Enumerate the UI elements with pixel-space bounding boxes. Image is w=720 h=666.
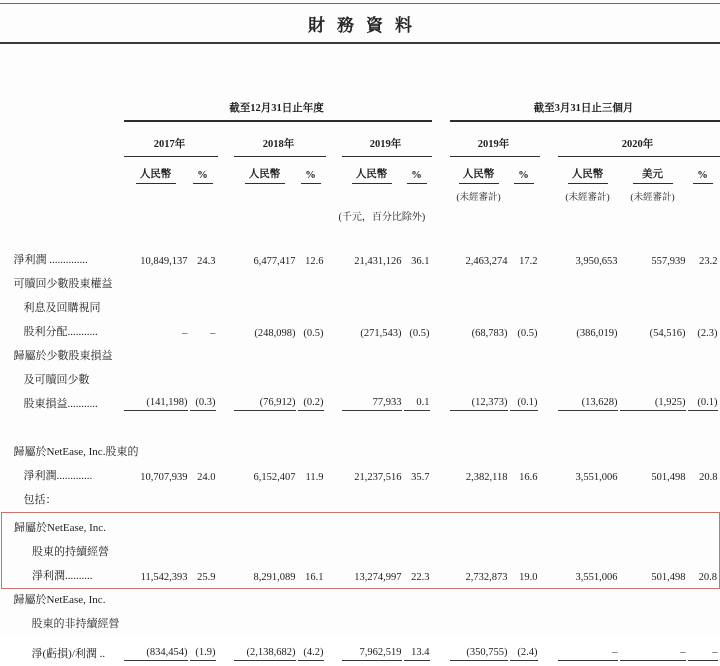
currency-header-label: % <box>693 170 713 184</box>
unaudited-note: (未經審計) <box>456 193 501 203</box>
currency-header-label: % <box>193 170 213 184</box>
cell-value: 8,291,089 <box>234 564 298 588</box>
cell-value <box>234 392 298 416</box>
column-gap <box>540 392 558 416</box>
cell-value: 12.6 <box>305 256 324 267</box>
year-header: 2019年 <box>450 121 540 157</box>
percent-header <box>688 157 720 188</box>
cell-value <box>450 636 510 666</box>
table-row <box>2 272 720 296</box>
cell-value <box>342 636 404 666</box>
column-gap <box>326 636 342 666</box>
column-gap <box>540 248 558 272</box>
currency-header <box>620 157 688 188</box>
cell-value <box>510 636 540 666</box>
cell-value: (386,019) <box>576 328 618 339</box>
currency-header <box>124 157 190 188</box>
cell-value: 3,551,006 <box>575 472 618 483</box>
underlined-value: (12,373) <box>450 397 508 411</box>
cell-value <box>234 636 298 666</box>
cell-value: 23.2 <box>699 256 718 267</box>
column-gap <box>326 564 342 588</box>
year-header: 2017年 <box>124 121 218 157</box>
table-row <box>2 540 720 564</box>
column-gap <box>432 564 450 588</box>
row-label: 淨(虧損)/利潤 .. <box>31 648 106 660</box>
year-gap <box>540 121 558 157</box>
unaudited-gap <box>432 187 450 203</box>
cell-value <box>558 392 620 416</box>
cell-value: 557,939 <box>651 256 686 267</box>
title-bar <box>0 0 720 44</box>
cell-value: (0.5) <box>517 328 538 339</box>
table-row <box>2 588 720 612</box>
table-row <box>2 248 720 272</box>
cell-value <box>342 392 404 416</box>
unaudited-gap <box>688 187 720 203</box>
underlined-value: – <box>620 647 686 661</box>
cell-value: (2.3) <box>697 328 718 339</box>
percent-header <box>510 157 540 188</box>
column-gap <box>540 320 558 344</box>
unaudited-gap <box>540 187 558 203</box>
unaudited-gap <box>190 187 218 203</box>
percent-header <box>190 157 218 188</box>
underlined-value: (13,628) <box>558 397 618 411</box>
table-row <box>2 320 720 344</box>
cell-value <box>450 392 510 416</box>
year-gap <box>218 121 234 157</box>
column-gap <box>432 636 450 666</box>
header-spacer <box>2 223 720 248</box>
column-gap <box>218 320 234 344</box>
table-row <box>2 296 720 320</box>
column-gap <box>432 320 450 344</box>
currency-header <box>558 157 620 188</box>
cell-value: 6,477,417 <box>253 256 296 267</box>
cell-value: 3,551,006 <box>558 564 620 588</box>
currency-header-label: % <box>407 170 427 184</box>
table-header <box>2 90 720 248</box>
header-row-groups <box>2 90 720 121</box>
year-header: 2020年 <box>558 121 720 157</box>
cell-value: 16.6 <box>519 472 538 483</box>
cell-value: – <box>210 328 216 339</box>
cell-value: 11.9 <box>305 472 324 483</box>
year-header: 2018年 <box>234 121 326 157</box>
table-row <box>2 488 720 512</box>
cell-value: (271,543) <box>360 328 402 339</box>
group-header-annual: 截至12月31日止年度 <box>124 90 432 121</box>
cell-value: (68,783) <box>471 328 508 339</box>
underlined-value: 77,933 <box>342 397 402 411</box>
cell-value: 20.8 <box>688 564 720 588</box>
cell-value: 13,274,997 <box>342 564 404 588</box>
underlined-value: – <box>558 647 618 661</box>
underlined-value: (0.1) <box>510 397 538 411</box>
row-label: 股利分配........... <box>23 326 98 338</box>
underlined-value: (0.3) <box>190 397 216 411</box>
cell-value <box>558 636 620 666</box>
cell-value <box>190 392 218 416</box>
cell-value: 501,498 <box>651 472 686 483</box>
currency-header-label: % <box>514 170 534 184</box>
row-label: 股東的持續經營 <box>2 540 720 564</box>
unaudited-gap <box>218 187 234 203</box>
table-row <box>2 440 720 464</box>
cell-value: 24.3 <box>197 256 216 267</box>
table-row <box>2 636 720 666</box>
cell-value: (0.5) <box>409 328 430 339</box>
cell-value: 10,849,137 <box>140 256 188 267</box>
title-bottom-rule <box>0 42 720 44</box>
cell-value <box>298 392 326 416</box>
cell-value: 6,152,407 <box>253 472 296 483</box>
table-row <box>2 564 720 588</box>
currency-gap <box>326 157 342 188</box>
group-gap <box>432 90 450 121</box>
column-gap <box>218 564 234 588</box>
cell-value <box>688 392 720 416</box>
unaudited-gap <box>342 187 404 203</box>
unaudited-gap <box>124 187 190 203</box>
currency-header-label: 人民幣 <box>459 166 499 184</box>
row-label-spacer <box>2 121 124 157</box>
column-gap <box>540 464 558 488</box>
title-top-rule <box>0 3 720 4</box>
financial-table <box>1 90 720 666</box>
cell-value: 19.0 <box>510 564 540 588</box>
spacer-cell <box>2 416 720 440</box>
currency-gap <box>432 157 450 188</box>
cell-value: 35.7 <box>411 472 430 483</box>
row-label: 歸屬於少數股東損益 <box>13 350 113 362</box>
cell-value <box>688 636 720 666</box>
cell-value: 20.8 <box>699 472 718 483</box>
unaudited-note: (未經審計) <box>630 193 675 203</box>
underlined-value: (141,198) <box>124 397 188 411</box>
cell-value <box>124 636 190 666</box>
currency-header-label: 人民幣 <box>136 166 176 184</box>
column-gap <box>326 320 342 344</box>
cell-value: 21,431,126 <box>354 256 402 267</box>
cell-value <box>124 392 190 416</box>
underlined-value: (0.1) <box>688 397 718 411</box>
underlined-value: (2.4) <box>510 647 538 661</box>
cell-value: 2,382,118 <box>465 472 508 483</box>
table-row <box>2 464 720 488</box>
row-label: 歸屬於NetEase, Inc.股東的 <box>13 446 139 458</box>
currency-header <box>342 157 404 188</box>
cell-value: 11,542,393 <box>124 564 190 588</box>
percent-header <box>298 157 326 188</box>
cell-value <box>620 636 688 666</box>
currency-header-label: 人民幣 <box>352 166 392 184</box>
row-label: 歸屬於NetEase, Inc. <box>13 594 106 606</box>
column-gap <box>218 392 234 416</box>
underlined-value: – <box>688 647 718 661</box>
column-gap <box>218 464 234 488</box>
table-row <box>2 612 720 636</box>
group-header-quarterly: 截至3月31日止三個月 <box>450 90 720 121</box>
header-row-years <box>2 121 720 157</box>
spacer-cell <box>2 223 720 248</box>
table-row <box>2 512 720 540</box>
currency-header <box>450 157 510 188</box>
underlined-value: 0.1 <box>404 397 430 411</box>
year-header: 2019年 <box>342 121 432 157</box>
cell-value: 16.1 <box>298 564 326 588</box>
underlined-value: 7,962,519 <box>342 647 402 661</box>
table-row <box>2 392 720 416</box>
row-label: 淨利潤 .............. <box>13 254 88 266</box>
cell-value: (248,098) <box>254 328 296 339</box>
column-gap <box>218 248 234 272</box>
unaudited-gap <box>510 187 540 203</box>
cell-value <box>404 636 432 666</box>
cell-value <box>620 392 688 416</box>
header-row-currency <box>2 157 720 188</box>
row-label: 可贖回少數股東權益 <box>13 278 113 290</box>
row-label-spacer <box>2 157 124 188</box>
page-title: 財務資料 <box>308 16 424 35</box>
column-gap <box>540 564 558 588</box>
unaudited-gap <box>404 187 432 203</box>
column-gap <box>218 636 234 666</box>
cell-value: – <box>182 328 188 339</box>
unaudited-gap <box>326 187 342 203</box>
year-gap <box>326 121 342 157</box>
underlined-value: 13.4 <box>404 647 430 661</box>
cell-value: (0.5) <box>303 328 324 339</box>
cell-value <box>298 636 326 666</box>
cell-value: 3,950,653 <box>575 256 618 267</box>
table-row <box>2 344 720 368</box>
percent-header <box>404 157 432 188</box>
column-gap <box>432 464 450 488</box>
header-row-unit-note <box>2 203 720 223</box>
row-label: 股東損益........... <box>23 398 98 410</box>
underlined-value: (834,454) <box>124 647 188 661</box>
currency-gap <box>218 157 234 188</box>
column-gap <box>326 248 342 272</box>
header-row-unaudited <box>2 187 720 203</box>
cell-value: 25.9 <box>190 564 218 588</box>
underlined-value: (1.9) <box>190 647 216 661</box>
cell-value: 2,732,873 <box>450 564 510 588</box>
column-gap <box>540 636 558 666</box>
column-gap <box>432 392 450 416</box>
cell-value: 24.0 <box>197 472 216 483</box>
cell-value <box>510 392 540 416</box>
unaudited-note: (未經審計) <box>565 193 610 203</box>
spacer-row <box>2 416 720 440</box>
column-gap <box>326 392 342 416</box>
row-label: 包括： <box>23 493 57 506</box>
underlined-value: (4.2) <box>298 647 324 661</box>
cell-value: (54,516) <box>649 328 686 339</box>
unaudited-gap <box>234 187 298 203</box>
unit-note: (千元，百分比除外) <box>338 212 426 223</box>
currency-header-label: 美元 <box>633 166 673 184</box>
row-label: 淨利潤............. <box>23 470 93 482</box>
column-gap <box>432 248 450 272</box>
table-row <box>2 368 720 392</box>
currency-header-label: 人民幣 <box>245 166 285 184</box>
cell-value: 10,707,939 <box>140 472 188 483</box>
row-label-spacer <box>2 90 124 121</box>
cell-value <box>190 636 218 666</box>
underlined-value: (0.2) <box>298 397 324 411</box>
cell-value: 21,237,516 <box>354 472 402 483</box>
row-label: 淨利潤.......... <box>2 564 124 588</box>
cell-value: 17.2 <box>519 256 538 267</box>
underlined-value: (2,138,682) <box>234 647 296 661</box>
currency-gap <box>540 157 558 188</box>
cell-value: 36.1 <box>411 256 430 267</box>
underlined-value: (350,755) <box>450 647 508 661</box>
row-label: 及可贖回少數 <box>23 374 90 386</box>
underlined-value: (1,925) <box>620 397 686 411</box>
row-label: 歸屬於NetEase, Inc. <box>2 512 720 540</box>
underlined-value: (76,912) <box>234 397 296 411</box>
currency-header-label: 人民幣 <box>568 166 608 184</box>
table-body <box>2 248 720 666</box>
column-gap <box>326 464 342 488</box>
cell-value: 501,498 <box>620 564 688 588</box>
unaudited-gap <box>298 187 326 203</box>
cell-value: 22.3 <box>404 564 432 588</box>
cell-value: 2,463,274 <box>465 256 508 267</box>
row-label: 利息及回購視同 <box>23 302 101 314</box>
currency-header <box>234 157 298 188</box>
cell-value <box>404 392 432 416</box>
year-gap <box>432 121 450 157</box>
currency-header-label: % <box>301 170 321 184</box>
row-label: 股東的非持續經營 <box>31 618 120 630</box>
unaudited-gap <box>2 187 124 203</box>
